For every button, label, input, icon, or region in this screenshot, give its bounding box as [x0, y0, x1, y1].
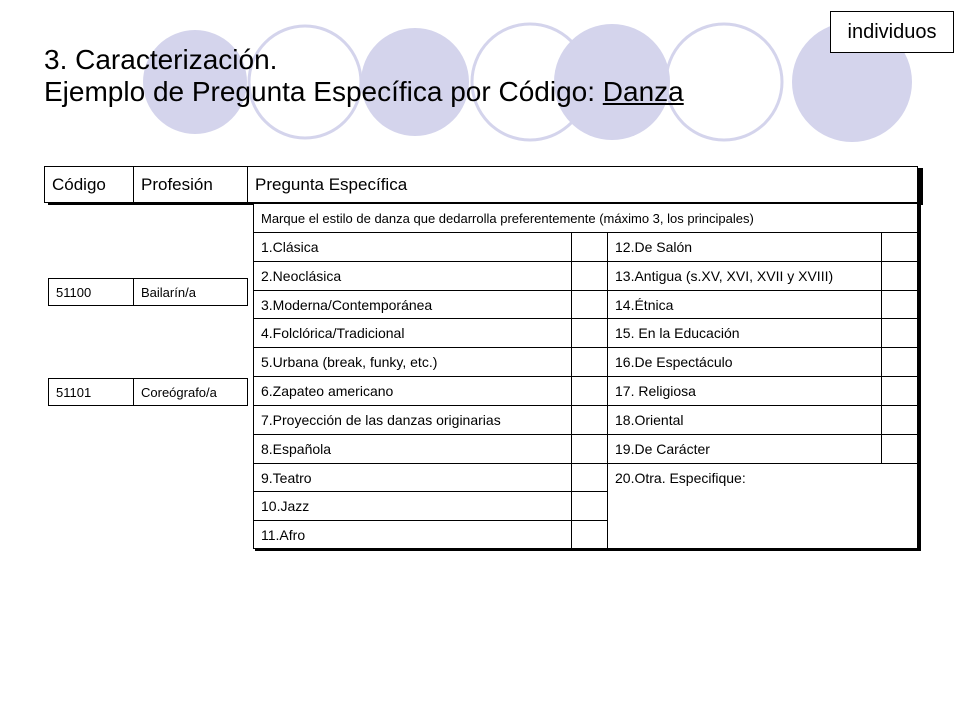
header-profesion: Profesión — [133, 166, 248, 203]
page-title — [44, 44, 684, 108]
option-right-20[interactable]: 20.Otra. Especifique: — [607, 463, 918, 549]
checkbox-left-6[interactable] — [571, 376, 608, 406]
option-left-4: 4.Folclórica/Tradicional — [253, 318, 572, 348]
option-right-14: 14.Étnica — [607, 290, 882, 319]
checkbox-left-2[interactable] — [571, 261, 608, 291]
checkbox-right-17[interactable] — [881, 376, 918, 406]
profession-coreografo: Coreógrafo/a — [133, 378, 248, 406]
body-shadow-right — [918, 205, 921, 551]
checkbox-left-3[interactable] — [571, 290, 608, 319]
title-line-1: 3. Caracterización. — [44, 44, 278, 75]
option-left-9: 9.Teatro — [253, 463, 572, 492]
question-text: Marque el estilo de danza que dedarrolla preferentemente (máximo 3, los principales) — [253, 203, 918, 233]
option-left-3: 3.Moderna/Contemporánea — [253, 290, 572, 319]
header-shadow-right — [918, 168, 923, 205]
checkbox-right-15[interactable] — [881, 318, 918, 348]
option-right-18: 18.Oriental — [607, 405, 882, 435]
option-right-16: 16.De Espectáculo — [607, 347, 882, 377]
checkbox-right-14[interactable] — [881, 290, 918, 319]
option-left-2: 2.Neoclásica — [253, 261, 572, 291]
checkbox-left-9[interactable] — [571, 463, 608, 492]
option-left-7: 7.Proyección de las danzas originarias — [253, 405, 572, 435]
checkbox-right-16[interactable] — [881, 347, 918, 377]
checkbox-right-19[interactable] — [881, 434, 918, 464]
checkbox-left-4[interactable] — [571, 318, 608, 348]
option-right-17: 17. Religiosa — [607, 376, 882, 406]
checkbox-left-11[interactable] — [571, 520, 608, 549]
option-left-1: 1.Clásica — [253, 232, 572, 262]
title-line-2 — [44, 76, 684, 108]
option-left-6: 6.Zapateo americano — [253, 376, 572, 406]
title-line-2-prefix: Ejemplo de Pregunta Específica por Código: — [44, 76, 603, 107]
checkbox-left-7[interactable] — [571, 405, 608, 435]
option-left-5: 5.Urbana (break, funky, etc.) — [253, 347, 572, 377]
option-right-13: 13.Antigua (s.XV, XVI, XVII y XVIII) — [607, 261, 882, 291]
option-left-11: 11.Afro — [253, 520, 572, 549]
option-left-8: 8.Española — [253, 434, 572, 464]
code-51101: 51101 — [48, 378, 134, 406]
title-line-2-emphasis: Danza — [602, 76, 684, 107]
checkbox-left-1[interactable] — [571, 232, 608, 262]
individuos-badge: individuos — [830, 11, 954, 53]
checkbox-left-8[interactable] — [571, 434, 608, 464]
option-right-19: 19.De Carácter — [607, 434, 882, 464]
option-right-15: 15. En la Educación — [607, 318, 882, 348]
profession-bailarin: Bailarín/a — [133, 278, 248, 306]
checkbox-right-13[interactable] — [881, 261, 918, 291]
code-51100: 51100 — [48, 278, 134, 306]
header-pregunta: Pregunta Específica — [247, 166, 918, 203]
checkbox-left-5[interactable] — [571, 347, 608, 377]
option-left-10: 10.Jazz — [253, 491, 572, 521]
option-right-12: 12.De Salón — [607, 232, 882, 262]
checkbox-right-12[interactable] — [881, 232, 918, 262]
checkbox-left-10[interactable] — [571, 491, 608, 521]
header-codigo: Código — [44, 166, 134, 203]
checkbox-right-18[interactable] — [881, 405, 918, 435]
